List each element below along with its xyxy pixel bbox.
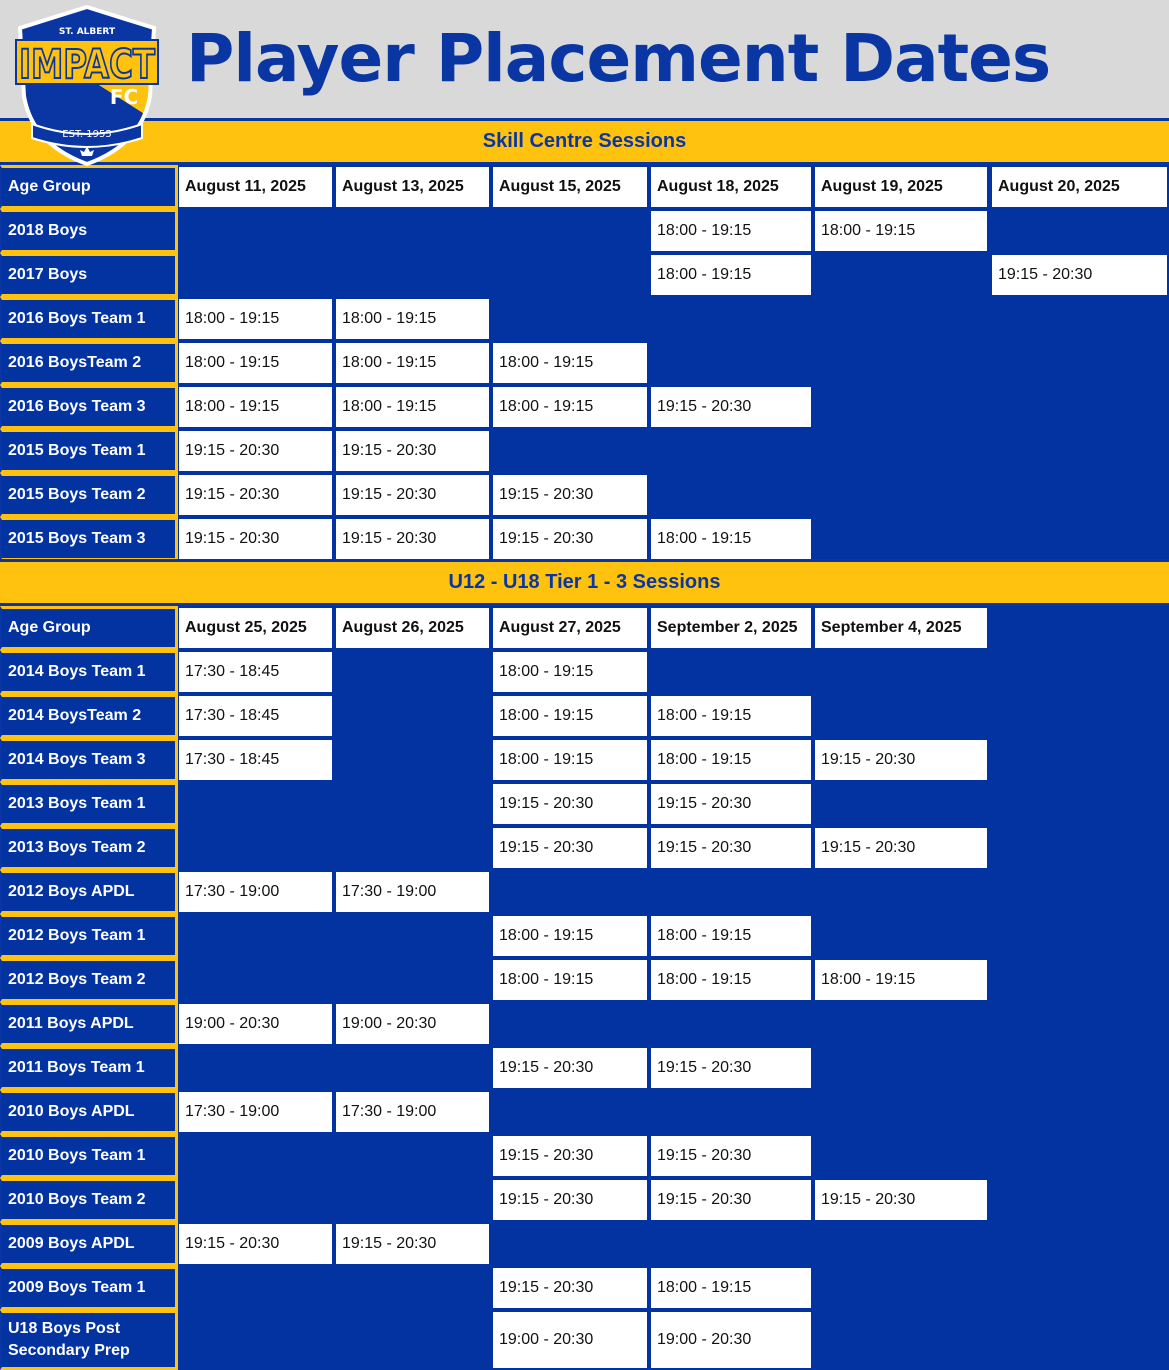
logo-top-text: ST. ALBERT	[58, 27, 116, 37]
age-group-label: 2009 Boys Team 1	[0, 1266, 178, 1310]
session-time-cell: 18:00 - 19:15	[493, 343, 647, 383]
session-time-cell: 19:15 - 20:30	[336, 431, 489, 471]
date-header: August 13, 2025	[336, 167, 489, 207]
session-time-cell: 19:15 - 20:30	[651, 1180, 811, 1220]
session-time-cell: 18:00 - 19:15	[651, 255, 811, 295]
session-time-cell: 19:15 - 20:30	[336, 519, 489, 559]
age-group-label: 2018 Boys	[0, 209, 178, 253]
session-time-cell: 18:00 - 19:15	[651, 916, 811, 956]
session-time-cell: 19:15 - 20:30	[493, 1268, 647, 1308]
session-time-cell: 19:15 - 20:30	[179, 519, 332, 559]
session-time-cell: 18:00 - 19:15	[493, 740, 647, 780]
age-group-label: 2015 Boys Team 2	[0, 473, 178, 517]
session-time-cell: 18:00 - 19:15	[651, 696, 811, 736]
session-time-cell: 19:15 - 20:30	[336, 1224, 489, 1264]
age-group-label: 2014 Boys Team 3	[0, 738, 178, 782]
session-time-cell: 19:15 - 20:30	[493, 475, 647, 515]
date-header: August 20, 2025	[992, 167, 1167, 207]
session-time-cell: 18:00 - 19:15	[336, 299, 489, 339]
session-time-cell: 18:00 - 19:15	[493, 387, 647, 427]
session-time-cell: 19:15 - 20:30	[336, 475, 489, 515]
age-group-label: 2016 Boys Team 3	[0, 385, 178, 429]
session-time-cell: 18:00 - 19:15	[336, 343, 489, 383]
date-header: August 27, 2025	[493, 608, 647, 648]
age-group-label: 2011 Boys APDL	[0, 1002, 178, 1046]
age-group-label: 2016 BoysTeam 2	[0, 341, 178, 385]
date-header: August 11, 2025	[179, 167, 332, 207]
logo-sub-text: FC	[109, 85, 139, 109]
age-group-label: 2011 Boys Team 1	[0, 1046, 178, 1090]
session-time-cell: 19:00 - 20:30	[336, 1004, 489, 1044]
age-group-label: 2010 Boys Team 1	[0, 1134, 178, 1178]
session-time-cell: 18:00 - 19:15	[493, 696, 647, 736]
session-time-cell: 19:15 - 20:30	[815, 1180, 987, 1220]
age-group-label: 2015 Boys Team 3	[0, 517, 178, 561]
session-time-cell: 19:00 - 20:30	[651, 1312, 811, 1368]
page-header	[0, 0, 1169, 118]
age-group-label: 2016 Boys Team 1	[0, 297, 178, 341]
age-group-label: 2015 Boys Team 1	[0, 429, 178, 473]
section-title: U12 - U18 Tier 1 - 3 Sessions	[0, 559, 1169, 606]
session-time-cell: 19:15 - 20:30	[493, 828, 647, 868]
session-time-cell: 18:00 - 19:15	[493, 652, 647, 692]
age-group-label: 2012 Boys Team 1	[0, 914, 178, 958]
age-group-header: Age Group	[0, 165, 178, 209]
session-time-cell: 19:15 - 20:30	[651, 1048, 811, 1088]
session-time-cell: 18:00 - 19:15	[651, 1268, 811, 1308]
session-time-cell: 18:00 - 19:15	[815, 211, 987, 251]
session-time-cell: 17:30 - 18:45	[179, 652, 332, 692]
session-time-cell: 18:00 - 19:15	[815, 960, 987, 1000]
session-time-cell: 19:15 - 20:30	[493, 1048, 647, 1088]
session-time-cell: 18:00 - 19:15	[651, 211, 811, 251]
session-time-cell: 19:15 - 20:30	[179, 475, 332, 515]
session-time-cell: 19:15 - 20:30	[179, 1224, 332, 1264]
session-time-cell: 19:00 - 20:30	[493, 1312, 647, 1368]
date-header: August 26, 2025	[336, 608, 489, 648]
date-header: August 18, 2025	[651, 167, 811, 207]
age-group-label: 2014 BoysTeam 2	[0, 694, 178, 738]
session-time-cell: 19:15 - 20:30	[179, 431, 332, 471]
session-time-cell: 19:15 - 20:30	[493, 1136, 647, 1176]
age-group-label: 2012 Boys APDL	[0, 870, 178, 914]
session-time-cell: 19:15 - 20:30	[815, 740, 987, 780]
age-group-label: 2010 Boys Team 2	[0, 1178, 178, 1222]
session-time-cell: 18:00 - 19:15	[179, 387, 332, 427]
session-time-cell: 18:00 - 19:15	[651, 960, 811, 1000]
session-time-cell: 19:00 - 20:30	[179, 1004, 332, 1044]
session-time-cell: 19:15 - 20:30	[651, 387, 811, 427]
session-time-cell: 17:30 - 19:00	[179, 872, 332, 912]
date-header: August 15, 2025	[493, 167, 647, 207]
age-group-label: 2010 Boys APDL	[0, 1090, 178, 1134]
session-time-cell: 17:30 - 19:00	[336, 1092, 489, 1132]
session-time-cell: 18:00 - 19:15	[651, 519, 811, 559]
age-group-label: 2009 Boys APDL	[0, 1222, 178, 1266]
logo-est-text: EST. 1955	[62, 129, 112, 140]
session-time-cell: 17:30 - 19:00	[179, 1092, 332, 1132]
date-header: August 25, 2025	[179, 608, 332, 648]
page-title: Player Placement Dates	[186, 20, 1051, 97]
section-title: Skill Centre Sessions	[0, 118, 1169, 165]
session-time-cell: 19:15 - 20:30	[992, 255, 1167, 295]
session-time-cell: 18:00 - 19:15	[179, 343, 332, 383]
age-group-label: 2012 Boys Team 2	[0, 958, 178, 1002]
age-group-label: 2017 Boys	[0, 253, 178, 297]
age-group-label: U18 Boys Post Secondary Prep	[0, 1310, 178, 1370]
session-time-cell: 19:15 - 20:30	[651, 1136, 811, 1176]
age-group-header: Age Group	[0, 606, 178, 650]
session-time-cell: 18:00 - 19:15	[493, 916, 647, 956]
session-time-cell: 17:30 - 18:45	[179, 740, 332, 780]
session-time-cell: 19:15 - 20:30	[493, 519, 647, 559]
session-time-cell: 19:15 - 20:30	[493, 784, 647, 824]
date-header: September 2, 2025	[651, 608, 811, 648]
logo-main-text: IMPACT	[19, 42, 156, 88]
session-time-cell: 17:30 - 18:45	[179, 696, 332, 736]
session-time-cell: 18:00 - 19:15	[493, 960, 647, 1000]
session-time-cell: 17:30 - 19:00	[336, 872, 489, 912]
age-group-label: 2013 Boys Team 1	[0, 782, 178, 826]
date-header: September 4, 2025	[815, 608, 987, 648]
club-logo	[14, 4, 160, 168]
age-group-label: 2014 Boys Team 1	[0, 650, 178, 694]
date-header: August 19, 2025	[815, 167, 987, 207]
session-time-cell: 19:15 - 20:30	[815, 828, 987, 868]
session-time-cell: 18:00 - 19:15	[336, 387, 489, 427]
session-time-cell: 19:15 - 20:30	[493, 1180, 647, 1220]
age-group-label: 2013 Boys Team 2	[0, 826, 178, 870]
session-time-cell: 18:00 - 19:15	[179, 299, 332, 339]
session-time-cell: 18:00 - 19:15	[651, 740, 811, 780]
session-time-cell: 19:15 - 20:30	[651, 828, 811, 868]
session-time-cell: 19:15 - 20:30	[651, 784, 811, 824]
